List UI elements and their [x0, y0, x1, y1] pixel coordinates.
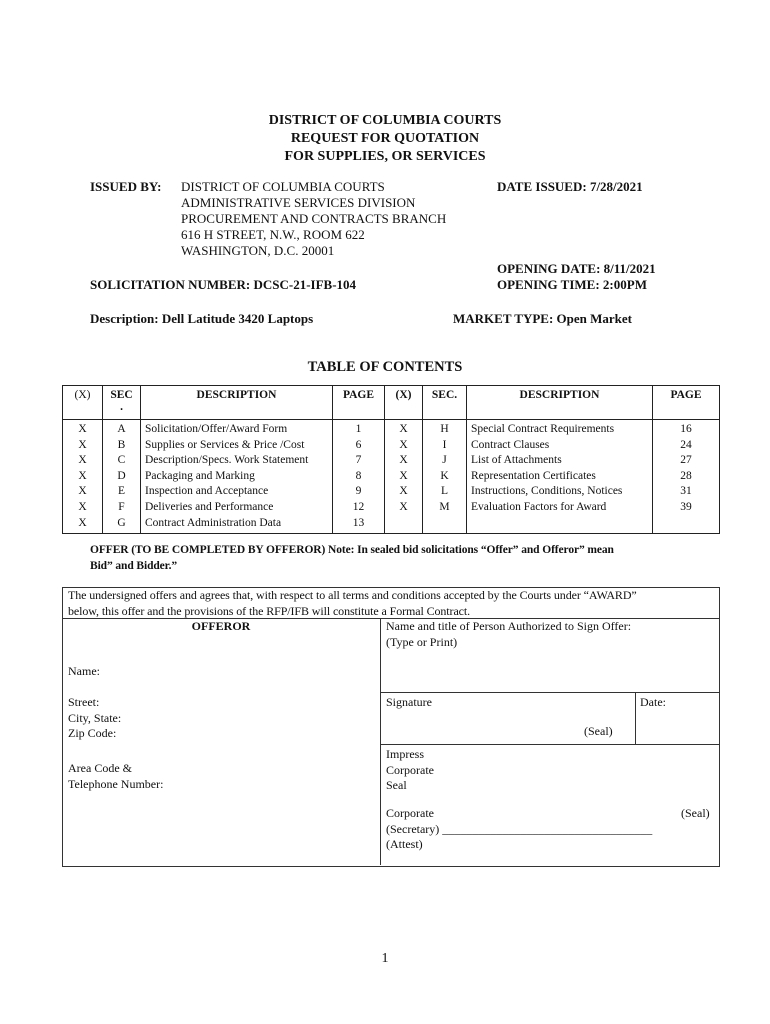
toc-cell: H: [440, 423, 449, 435]
issued-by-line: ADMINISTRATIVE SERVICES DIVISION: [181, 195, 416, 210]
toc-cell: X: [78, 423, 87, 435]
doc-title-line-2: REQUEST FOR QUOTATION: [290, 131, 480, 146]
opening-date: OPENING DATE: 8/11/2021: [497, 261, 656, 276]
secretary-line: (Secretary) ___________________________________: [386, 821, 653, 836]
toc-header-desc: DESCRIPTION: [141, 386, 333, 420]
toc-header-sec2: SEC.: [423, 386, 467, 420]
toc-cell: F: [118, 500, 125, 513]
toc-cell: X: [399, 485, 408, 498]
toc-cell: 7: [355, 454, 362, 467]
toc-cell: 28: [680, 469, 692, 482]
toc-cell: B: [117, 438, 126, 451]
date-divider: [635, 692, 636, 744]
toc-cell: Special Contract Requirements: [471, 423, 615, 435]
toc-left-x-col: [63, 420, 103, 534]
toc-cell: G: [117, 516, 126, 529]
offer-intro-line-1: The undersigned offers and agrees that, with respect to all terms and conditions accepted by the Courts under “AWARD”: [68, 588, 637, 602]
issued-by-block: [181, 179, 446, 259]
area-code-label: Area Code &: [68, 761, 132, 775]
toc-cell: 24: [680, 438, 692, 451]
toc-cell: L: [440, 485, 449, 498]
toc-cell: 31: [680, 485, 692, 498]
description: Description: Dell Latitude 3420 Laptops: [90, 311, 314, 326]
address-labels: [68, 695, 121, 742]
toc-cell: 6: [355, 438, 362, 451]
toc-cell: D: [117, 469, 126, 482]
offer-note-line-2: Bid” and Bidder.”: [90, 560, 178, 572]
toc-cell: X: [78, 438, 87, 451]
page-number: 1: [381, 951, 389, 966]
toc-cell: 13: [352, 516, 365, 529]
toc-cell: X: [78, 516, 87, 529]
toc-cell: Contract Administration Data: [145, 516, 282, 529]
seal-label: (Seal): [584, 724, 613, 738]
toc-header-desc2: DESCRIPTION: [467, 386, 653, 420]
column-divider: [380, 618, 381, 865]
issued-by-line: WASHINGTON, D.C. 20001: [181, 243, 335, 258]
toc-cell: X: [78, 454, 87, 467]
toc-left-page-col: [333, 420, 385, 534]
toc-cell: A: [117, 423, 126, 435]
toc-cell: 12: [352, 500, 365, 513]
toc-title: TABLE OF CONTENTS: [307, 359, 463, 375]
toc-cell: Solicitation/Offer/Award Form: [145, 423, 288, 435]
toc-header-page: PAGE: [333, 386, 385, 420]
toc-cell: Contract Clauses: [471, 438, 550, 451]
offeror-heading: OFFEROR: [191, 619, 251, 633]
toc-header-row: [63, 386, 720, 420]
toc-cell: Inspection and Acceptance: [145, 485, 269, 498]
issued-by-label: ISSUED BY:: [90, 179, 162, 194]
name-title-line-1: Name and title of Person Authorized to Sign Offer:: [386, 619, 632, 633]
corporate-label: Corporate: [386, 762, 434, 777]
issued-by-line: PROCUREMENT AND CONTRACTS BRANCH: [181, 211, 447, 226]
toc-header-page2: PAGE: [653, 386, 720, 420]
signature-label: Signature: [386, 695, 432, 709]
toc-cell: Evaluation Factors for Award: [471, 500, 607, 513]
toc-cell: Packaging and Marking: [145, 469, 255, 482]
toc-cell: 1: [355, 423, 362, 435]
toc-right-x-col: [385, 420, 423, 534]
toc-cell: K: [440, 469, 449, 482]
toc-left-desc-col: [141, 420, 333, 534]
offer-intro-line-2: below, this offer and the provisions of the RFP/IFB will constitute a Formal Contract.: [68, 603, 471, 618]
toc-cell: X: [399, 500, 408, 513]
city-state-label: City, State:: [68, 710, 122, 725]
date-issued: DATE ISSUED: 7/28/2021: [497, 179, 643, 194]
doc-title-line-3: FOR SUPPLIES, OR SERVICES: [284, 149, 486, 164]
phone-labels: [68, 761, 163, 792]
telephone-label: Telephone Number:: [68, 776, 164, 791]
toc-cell: 39: [680, 500, 692, 513]
date-label: Date:: [640, 695, 666, 709]
toc-body-row: [63, 420, 720, 534]
toc-cell: 16: [680, 423, 692, 435]
seal-word-label: Seal: [386, 778, 407, 793]
toc-cell: I: [442, 438, 447, 451]
name-label: Name:: [68, 664, 100, 678]
doc-title-line-1: DISTRICT OF COLUMBIA COURTS: [268, 113, 502, 128]
name-title-label: [386, 619, 631, 650]
offer-intro: [68, 588, 718, 619]
toc-cell: X: [399, 454, 408, 467]
corporate-label-2: Corporate: [386, 806, 434, 820]
toc-cell: X: [399, 469, 408, 482]
zip-label: Zip Code:: [68, 726, 117, 741]
name-title-line-2: (Type or Print): [386, 634, 458, 649]
opening-time: OPENING TIME: 2:00PM: [497, 277, 647, 292]
impress-seal-label: [386, 747, 434, 794]
toc-cell: M: [439, 500, 450, 513]
toc-table: [62, 385, 720, 534]
toc-right-desc-col: [467, 420, 653, 534]
toc-cell: Deliveries and Performance: [145, 500, 274, 513]
toc-cell: 8: [355, 469, 362, 482]
toc-cell: X: [399, 438, 408, 451]
toc-header-x2: (X): [385, 386, 423, 420]
seal-label-2: (Seal): [681, 806, 710, 820]
offer-note-line-1: OFFER (TO BE COMPLETED BY OFFEROR) Note: In sealed bid solicitations “Offer” and Offeror” mean: [90, 544, 614, 556]
toc-cell: X: [78, 485, 87, 498]
right-divider-1: [380, 692, 719, 693]
toc-cell: 9: [355, 485, 362, 498]
toc-header-x: (X): [63, 386, 103, 420]
toc-left-sec-col: [103, 420, 141, 534]
toc-right-sec-col: [423, 420, 467, 534]
toc-header-sec: [103, 386, 141, 420]
toc-cell: Supplies or Services & Price /Cost: [145, 438, 305, 451]
street-label: Street:: [68, 695, 100, 709]
toc-cell: 27: [680, 454, 692, 467]
toc-cell: Instructions, Conditions, Notices: [471, 485, 623, 498]
toc-right-page-col: [653, 420, 720, 534]
toc-cell: List of Attachments: [471, 454, 562, 467]
offer-note: [90, 542, 614, 574]
toc-cell: J: [442, 454, 447, 467]
toc-cell: X: [399, 423, 408, 435]
right-divider-2: [380, 744, 719, 745]
market-type: MARKET TYPE: Open Market: [453, 311, 632, 326]
attest-label: (Attest): [386, 837, 423, 852]
solicitation-number: SOLICITATION NUMBER: DCSC-21-IFB-104: [90, 277, 357, 292]
toc-cell: C: [117, 454, 126, 467]
toc-cell: Description/Specs. Work Statement: [145, 454, 309, 467]
issued-by-line: DISTRICT OF COLUMBIA COURTS: [181, 179, 385, 194]
toc-cell: Representation Certificates: [471, 469, 596, 482]
toc-cell: X: [78, 500, 87, 513]
issued-by-line: 616 H STREET, N.W., ROOM 622: [181, 227, 365, 242]
toc-header-sec-dot: .: [120, 401, 123, 413]
corporate-secretary-block: [386, 806, 652, 853]
toc-cell: X: [78, 469, 87, 482]
toc-header-sec-text: SEC: [110, 389, 133, 401]
impress-label: Impress: [386, 747, 424, 761]
toc-cell: E: [117, 485, 126, 498]
